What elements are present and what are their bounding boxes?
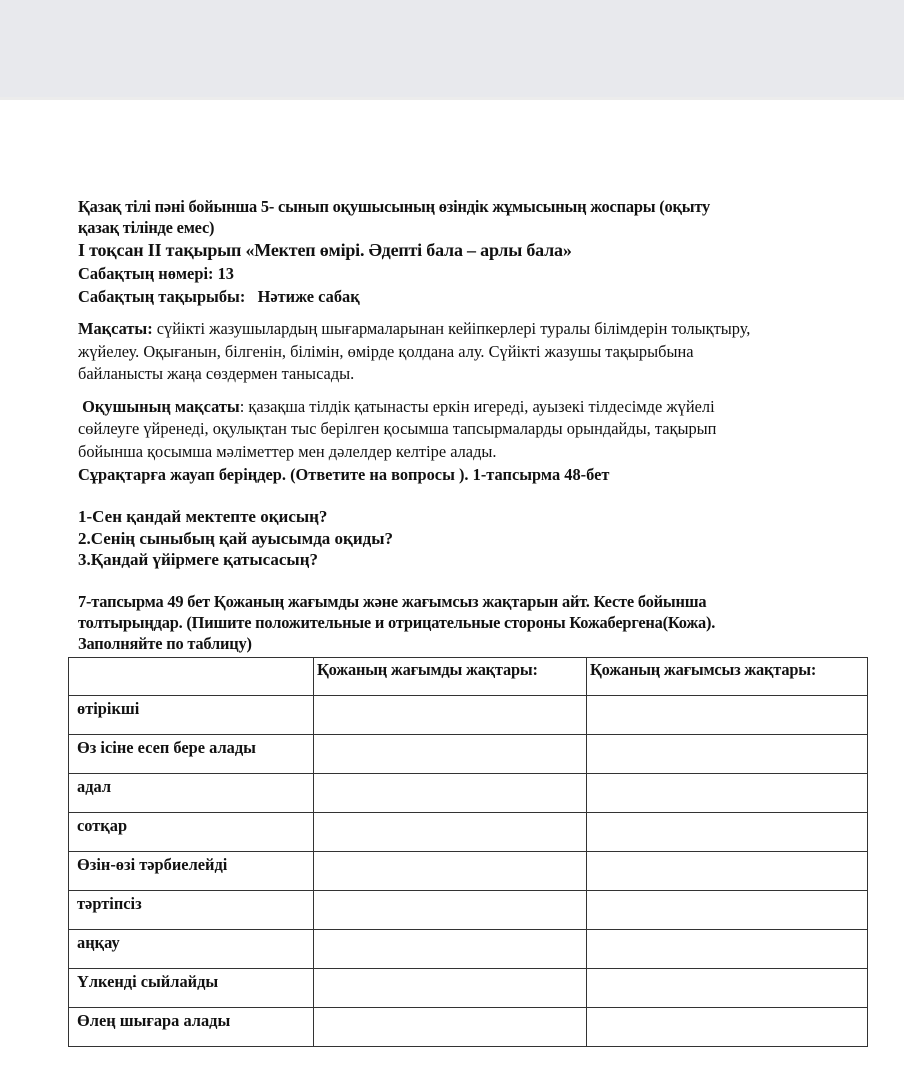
table-row: [69, 930, 868, 969]
student-goal-paragraph: [78, 396, 868, 464]
task7-line1: 7-тапсырма 49 бет Қожаның жағымды және жағымсыз жақтарын айт. Кесте бойынша: [78, 591, 707, 611]
lesson-topic-value: Нәтиже сабақ: [257, 287, 360, 306]
negative-cell[interactable]: [587, 1008, 868, 1047]
goal-text-line1: сүйікті жазушылардың шығармаларынан кейіпкерлері туралы білімдерін толықтыру,: [152, 319, 751, 338]
trait-cell: тәртіпсіз: [69, 891, 314, 930]
task7-heading: [78, 591, 868, 654]
goal-text-line3: байланысты жаңа сөздермен танысады.: [78, 364, 355, 383]
negative-cell[interactable]: [587, 813, 868, 852]
document-title-line1: Қазақ тілі пәні бойынша 5- сынып оқушысының өзіндік жұмысының жоспары (оқыту: [78, 197, 710, 216]
question-item: 2.Сенің сыныбың қай ауысымда оқиды?: [78, 528, 394, 548]
lesson-number: [78, 262, 868, 285]
header-negative: Қожаның жағымсыз жақтары:: [587, 658, 868, 696]
lesson-number-label: Сабақтың нөмері:: [78, 264, 214, 283]
negative-cell[interactable]: [587, 969, 868, 1008]
trait-cell: адал: [69, 774, 314, 813]
trait-cell: өтірікші: [69, 696, 314, 735]
table-row: [69, 696, 868, 735]
negative-cell[interactable]: [587, 696, 868, 735]
table-header-row: [69, 658, 868, 696]
negative-cell[interactable]: [587, 891, 868, 930]
table-row: [69, 1008, 868, 1047]
document-page: [78, 196, 868, 654]
task7-line2: толтырыңдар. (Пишите положительные и отрицательные стороны Кожабергена(Кожа).: [78, 612, 716, 632]
question-item: 3.Қандай үйірмеге қатысасың?: [78, 550, 318, 569]
student-goal-line3: бойынша қосымша мәліметтер мен дәлелдер келтіре алады.: [78, 441, 497, 461]
negative-cell[interactable]: [587, 774, 868, 813]
lesson-number-value: 13: [217, 264, 234, 283]
lesson-topic-label: Сабақтың тақырыбы:: [78, 287, 246, 306]
positive-cell[interactable]: [314, 969, 587, 1008]
student-goal-label: Оқушының мақсаты: [82, 396, 240, 416]
trait-cell: сотқар: [69, 813, 314, 852]
header-trait: [69, 658, 314, 696]
quarter-topic-line: І тоқсан ІІ тақырып «Мектеп өмірі. Әдепті бала – арлы бала»: [78, 240, 572, 260]
traits-table: [68, 657, 868, 1047]
document-title-line2: қазақ тілінде емес): [78, 218, 215, 237]
student-goal-line1: : қазақша тілдік қатынасты еркін игереді, ауызекі тілдесімде жүйелі: [239, 396, 715, 416]
negative-cell[interactable]: [587, 930, 868, 969]
negative-cell[interactable]: [587, 852, 868, 891]
positive-cell[interactable]: [314, 852, 587, 891]
table-row: [69, 774, 868, 813]
positive-cell[interactable]: [314, 930, 587, 969]
trait-cell: аңқау: [69, 930, 314, 969]
task7-line3: Заполняйте по таблицу): [78, 633, 252, 653]
table-row: [69, 813, 868, 852]
student-goal-line2: сөйлеуге үйренеді, оқулықтан тыс берілген қосымша тапсырмаларды орындайды, тақырып: [78, 419, 717, 438]
positive-cell[interactable]: [314, 1008, 587, 1047]
viewer-top-band: [0, 0, 904, 100]
trait-cell: Өлең шығара алады: [69, 1008, 314, 1047]
negative-cell[interactable]: [587, 735, 868, 774]
positive-cell[interactable]: [314, 813, 587, 852]
table-row: [69, 852, 868, 891]
positive-cell[interactable]: [314, 774, 587, 813]
positive-cell[interactable]: [314, 696, 587, 735]
table-row: [69, 735, 868, 774]
questions-list: [78, 506, 868, 571]
goal-paragraph: [78, 318, 868, 386]
question-item: 1-Сен қандай мектепте оқисың?: [78, 507, 328, 526]
goal-text-line2: жүйелеу. Оқығанын, білгенін, білімін, өмірде қолдана алу. Сүйікті жазушы тақырыбына: [78, 341, 694, 361]
trait-cell: Өзін-өзі тәрбиелейді: [69, 852, 314, 891]
task1-heading: Сұрақтарға жауап беріңдер. (Ответите на вопросы ). 1-тапсырма 48-бет: [78, 465, 610, 484]
trait-cell: Үлкенді сыйлайды: [69, 969, 314, 1008]
positive-cell[interactable]: [314, 891, 587, 930]
lesson-topic: [78, 285, 868, 308]
header-positive: Қожаның жағымды жақтары:: [314, 658, 587, 696]
positive-cell[interactable]: [314, 735, 587, 774]
trait-cell: Өз ісіне есеп бере алады: [69, 735, 314, 774]
table-row: [69, 969, 868, 1008]
table-row: [69, 891, 868, 930]
goal-label: Мақсаты:: [78, 319, 153, 338]
